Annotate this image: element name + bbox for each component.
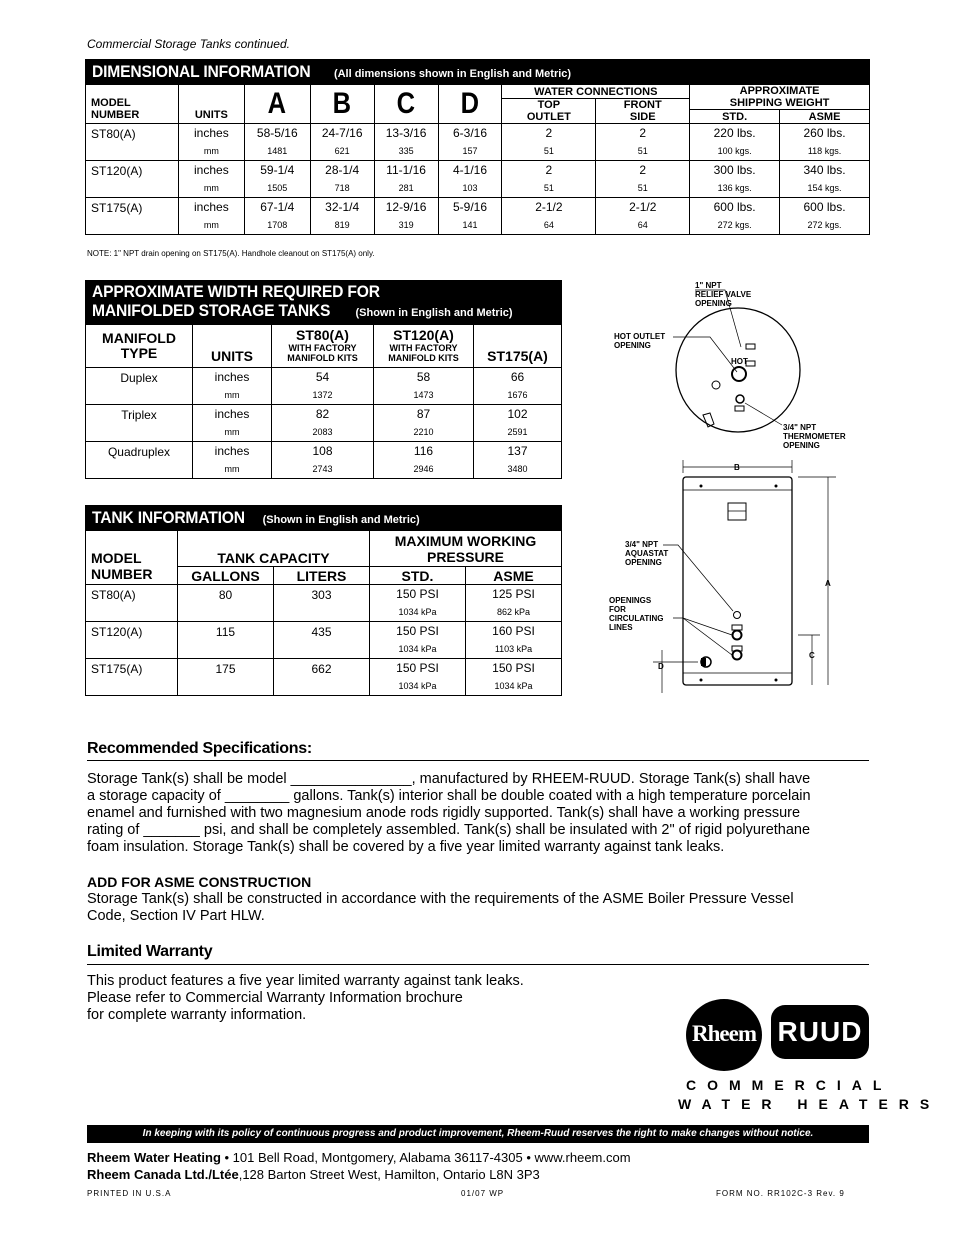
relief-valve-port [746,344,755,349]
value-cell: inches [193,368,272,387]
asme-line-2: Code, Section IV Part HLW. [87,908,265,924]
col-st80-kits-2: MANIFOLD KITS [287,353,358,363]
col-manifold-type [86,325,193,368]
metric-cell: 136 kgs. [690,180,780,198]
metric-cell: 3480 [474,461,562,479]
value-cell: 2 [502,161,596,180]
aquastat-port [734,612,741,619]
metric-cell: 64 [502,217,596,235]
warranty-paragraph [87,973,607,1024]
gallons-cell: 175 [178,659,274,696]
gallons-cell: 80 [178,585,274,622]
value-cell: 66 [474,368,562,387]
col-st120-kits-2: MANIFOLD KITS [388,353,459,363]
col-b [310,85,374,124]
col-st120-label: ST120(A) [393,327,454,343]
metric-cell: 157 [438,143,502,161]
metric-cell: 64 [596,217,690,235]
circulating-port-2 [733,651,742,660]
dimensional-note: NOTE: 1" NPT drain opening on ST175(A). Handhole cleanout on ST175(A) only. [87,249,375,258]
metric-cell: 1473 [374,387,474,405]
rheem-logo [686,999,762,1071]
model-cell: ST80(A) [86,124,179,161]
col-st80-kits-1: WITH FACTORY [288,343,357,353]
value-cell: 54 [272,368,374,387]
metric-cell: 1481 [244,143,310,161]
thermometer-port [736,395,744,403]
col-tank-model [86,531,178,585]
kpa-std-cell: 1034 kPa [370,604,466,622]
hot-outlet-port [732,367,746,381]
asme-line-1: Storage Tank(s) shall be constructed in accordance with the requirements of the ASME Boiler Pressure Vessel [87,891,794,907]
pressure-asme-cell: 160 PSI [466,622,562,641]
aqua-label-3: OPENING [625,558,662,567]
manifold-subtitle: (Shown in English and Metric) [355,307,513,319]
col-tank-capacity: TANK CAPACITY [178,531,370,567]
logo-line-1: COMMERCIAL [686,1077,893,1093]
warranty-line-2: Please refer to Commercial Warranty Information brochure [87,990,463,1006]
warranty-rule [87,964,869,965]
circ-leader-2 [683,618,732,655]
col-front-label-1: FRONT [623,99,662,111]
kpa-asme-cell: 1034 kPa [466,678,562,696]
metric-cell: 335 [374,143,438,161]
tank-table [85,505,562,696]
metric-cell: 2743 [272,461,374,479]
table-row-metric [86,143,870,161]
value-cell: 300 lbs. [690,161,780,180]
thermo-label-3: OPENING [783,441,820,450]
col-shipping-label-1: APPROXIMATE [739,85,820,97]
specs-rule [87,760,869,761]
col-number-label: NUMBER [91,109,140,121]
dim-a-label: A [825,579,831,588]
print-date: 01/07 WP [461,1189,505,1198]
kpa-asme-cell: 862 kPa [466,604,562,622]
col-tank-pressure [370,531,562,567]
value-cell: 102 [474,405,562,424]
col-front-label-2: SIDE [629,111,656,123]
col-pressure-std: STD. [370,567,466,585]
col-a [244,85,310,124]
address-line-2 [87,1167,540,1182]
col-ship-std: STD. [690,110,780,124]
warranty-line-3: for complete warranty information. [87,1007,307,1023]
anode-port [712,381,720,389]
model-cell: ST120(A) [86,161,179,198]
table-row [86,198,870,217]
table-row [86,622,562,641]
manifold-title-1: APPROXIMATE WIDTH REQUIRED FOR [92,282,380,301]
table-row [86,161,870,180]
aqua-label-1: 3/4" NPT [625,540,659,549]
col-c-label: C [396,87,416,120]
col-pressure-asme: ASME [466,567,562,585]
manifold-type-cell: Duplex [86,368,193,405]
specs-title: Recommended Specifications: [87,740,312,757]
value-cell: 13-3/16 [374,124,438,143]
metric-cell: 51 [596,180,690,198]
col-front [596,99,690,124]
value-cell: 67-1/4 [244,198,310,217]
model-cell: ST175(A) [86,198,179,235]
dimensional-table [85,59,870,235]
relief-label-2: RELIEF VALVE [695,290,752,299]
col-water: WATER CONNECTIONS [502,85,690,99]
table-row [86,585,562,604]
asme-title: ADD FOR ASME CONSTRUCTION [87,874,312,890]
address-line-1 [87,1150,631,1165]
col-tank-pressure-label-1: MAXIMUM WORKING [394,532,537,549]
ruud-logo [771,1005,869,1059]
footer-notice: In keeping with its policy of continuous progress and product improvement, Rheem-Ruud reserves the right to make changes without notice. [87,1125,869,1143]
circulating-port-1 [733,631,742,640]
rating-plate [728,503,746,520]
warranty-line-1: This product features a five year limited warranty against tank leaks. [87,973,524,989]
metric-cell: mm [178,180,244,198]
col-st80 [272,325,374,368]
dimensional-title: DIMENSIONAL INFORMATION [92,62,311,81]
dim-b-label: B [734,463,740,472]
liters-cell: 303 [274,585,370,622]
metric-cell: mm [178,217,244,235]
col-d [438,85,502,124]
manifold-table [85,280,562,479]
manifold-type-cell: Quadruplex [86,442,193,479]
kpa-std-cell: 1034 kPa [370,641,466,659]
gallons-cell: 115 [178,622,274,659]
value-cell: 12-9/16 [374,198,438,217]
address-2: ,128 Barton Street West, Hamilton, Ontario L8N 3P3 [238,1167,540,1182]
metric-cell: 1372 [272,387,374,405]
tank-model-cell: ST175(A) [86,659,178,696]
value-cell: 4-1/16 [438,161,502,180]
aquastat-leader [663,545,733,611]
metric-cell: mm [193,424,272,442]
col-manifold-type-label-2: TYPE [120,345,158,361]
kpa-std-cell: 1034 kPa [370,678,466,696]
thermo-label-2: THERMOMETER [783,432,846,441]
dimensional-header [86,60,870,85]
ruud-logo-text: RUUD [777,1016,863,1047]
value-cell: 108 [272,442,374,461]
company-name-1: Rheem Water Heating [87,1150,221,1165]
thermometer-marker [735,406,744,411]
col-ship-asme: ASME [780,110,870,124]
specs-line-5: foam insulation. Storage Tank(s) shall be covered by a five year limited warranty against tank leaks. [87,839,725,855]
value-cell: 600 lbs. [690,198,780,217]
metric-cell: 2210 [374,424,474,442]
metric-cell: 2083 [272,424,374,442]
printed-in: PRINTED IN U.S.A [87,1189,172,1198]
aqua-label-2: AQUASTAT [625,549,669,558]
table-row-metric [86,217,870,235]
metric-cell: 118 kgs. [780,143,870,161]
value-cell: 59-1/4 [244,161,310,180]
metric-cell: 154 kgs. [780,180,870,198]
hot-tag: HOT [731,357,748,366]
metric-cell: 2591 [474,424,562,442]
value-cell: 2 [596,161,690,180]
asme-paragraph [87,891,869,925]
liters-cell: 435 [274,622,370,659]
circ-label-3: CIRCULATING [609,614,664,623]
table-row [86,368,562,387]
manifold-title-2: MANIFOLDED STORAGE TANKS [92,301,331,320]
col-liters: LITERS [274,567,370,585]
tank-header [86,506,562,531]
col-manifold-units: UNITS [193,325,272,368]
value-cell: 58 [374,368,474,387]
col-model [86,85,179,124]
rheem-logo-text: Rheem [692,1021,756,1046]
relief-label-3: OPENING [695,299,732,308]
thermo-leader [745,403,782,425]
continued-note: Commercial Storage Tanks continued. [87,37,290,51]
metric-cell: 141 [438,217,502,235]
metric-cell: mm [178,143,244,161]
pressure-std-cell: 150 PSI [370,622,466,641]
table-row [86,442,562,461]
metric-cell: 1676 [474,387,562,405]
specs-line-3: enamel and furnished with two magnesium anode rods rigidly supported. Tank(s) shall have a working pressure [87,805,801,821]
col-tank-model-label: MODEL [91,550,142,566]
value-cell: inches [193,405,272,424]
value-cell: 2-1/2 [596,198,690,217]
col-tank-pressure-label-2: PRESSURE [426,548,505,565]
specs-line-1: Storage Tank(s) shall be model _______________, manufactured by RHEEM-RUUD. Storage Tank(s) shall have [87,771,811,787]
col-st120 [374,325,474,368]
dimensional-subtitle: (All dimensions shown in English and Metric) [333,68,572,80]
address-1: • 101 Bell Road, Montgomery, Alabama 36117-4305 • www.rheem.com [220,1150,631,1165]
metric-cell: 51 [502,180,596,198]
metric-cell: 319 [374,217,438,235]
thermo-label-1: 3/4" NPT [783,423,817,432]
value-cell: 600 lbs. [780,198,870,217]
tank-subtitle: (Shown in English and Metric) [262,514,420,526]
value-cell: 24-7/16 [310,124,374,143]
value-cell: 260 lbs. [780,124,870,143]
metric-cell: 51 [596,143,690,161]
metric-cell: 272 kgs. [690,217,780,235]
col-model-label: MODEL [91,97,131,109]
value-cell: 220 lbs. [690,124,780,143]
relief-label-1: 1" NPT [695,281,722,290]
value-cell: inches [178,198,244,217]
col-d-label: D [460,87,480,120]
kpa-asme-cell: 1103 kPa [466,641,562,659]
pressure-std-cell: 150 PSI [370,659,466,678]
tank-title: TANK INFORMATION [92,508,245,527]
table-row [86,659,562,678]
metric-cell: 819 [310,217,374,235]
specs-line-2: a storage capacity of ________ gallons. Tank(s) interior shall be double coated with a high temperature porcelain [87,788,811,804]
metric-cell: 718 [310,180,374,198]
metric-cell: mm [193,387,272,405]
circ-label-1: OPENINGS [609,596,652,605]
specs-paragraph [87,771,869,856]
table-row-metric [86,180,870,198]
metric-cell: 272 kgs. [780,217,870,235]
col-st80-label: ST80(A) [296,327,349,343]
col-st175: ST175(A) [474,325,562,368]
value-cell: inches [178,161,244,180]
value-cell: 11-1/16 [374,161,438,180]
value-cell: 32-1/4 [310,198,374,217]
metric-cell: 103 [438,180,502,198]
col-shipping [690,85,870,110]
tank-model-cell: ST80(A) [86,585,178,622]
manifold-header [86,281,562,325]
tank-diagram [600,275,870,705]
col-units: UNITS [178,85,244,124]
col-c [374,85,438,124]
table-row [86,124,870,143]
metric-cell: 1708 [244,217,310,235]
value-cell: 82 [272,405,374,424]
tank-top-view [676,308,800,432]
manifold-type-cell: Triplex [86,405,193,442]
col-gallons: GALLONS [178,567,274,585]
pressure-asme-cell: 150 PSI [466,659,562,678]
logo-line-2: WATER HEATERS [678,1096,941,1112]
col-manifold-type-label-1: MANIFOLD [102,330,176,346]
value-cell: 6-3/16 [438,124,502,143]
col-tank-number-label: NUMBER [91,566,153,582]
value-cell: 137 [474,442,562,461]
value-cell: 28-1/4 [310,161,374,180]
value-cell: 87 [374,405,474,424]
value-cell: 340 lbs. [780,161,870,180]
dim-c-label: C [809,651,815,660]
col-top [502,99,596,124]
value-cell: inches [178,124,244,143]
col-top-label-1: TOP [537,99,561,111]
col-a-label: A [268,87,287,120]
col-b-label: B [332,87,352,120]
table-row [86,405,562,424]
circ-label-2: FOR [609,605,626,614]
metric-cell: 2946 [374,461,474,479]
tank-front-view [683,477,792,685]
value-cell: 2-1/2 [502,198,596,217]
warranty-title: Limited Warranty [87,943,213,960]
form-number: FORM NO. RR102C-3 Rev. 9 [716,1189,845,1198]
dim-d-label: D [658,662,664,671]
company-name-2: Rheem Canada Ltd./Ltée [87,1167,239,1182]
hot-label-1: HOT OUTLET [614,332,666,341]
liters-cell: 662 [274,659,370,696]
value-cell: 2 [596,124,690,143]
value-cell: 2 [502,124,596,143]
metric-cell: 621 [310,143,374,161]
value-cell: 5-9/16 [438,198,502,217]
value-cell: inches [193,442,272,461]
circ-label-4: LINES [609,623,633,632]
pressure-std-cell: 150 PSI [370,585,466,604]
value-cell: 116 [374,442,474,461]
hot-label-2: OPENING [614,341,651,350]
metric-cell: 51 [502,143,596,161]
specs-line-4: rating of _______ psi, and shall be completely assembled. Tank(s) shall be insulated with 2" of rigid polyurethane [87,822,811,838]
col-top-label-2: OUTLET [526,111,571,123]
metric-cell: 100 kgs. [690,143,780,161]
col-st120-kits-1: WITH FACTORY [389,343,458,353]
tank-model-cell: ST120(A) [86,622,178,659]
metric-cell: mm [193,461,272,479]
pressure-asme-cell: 125 PSI [466,585,562,604]
col-shipping-label-2: SHIPPING WEIGHT [729,97,830,109]
value-cell: 58-5/16 [244,124,310,143]
metric-cell: 1505 [244,180,310,198]
metric-cell: 281 [374,180,438,198]
